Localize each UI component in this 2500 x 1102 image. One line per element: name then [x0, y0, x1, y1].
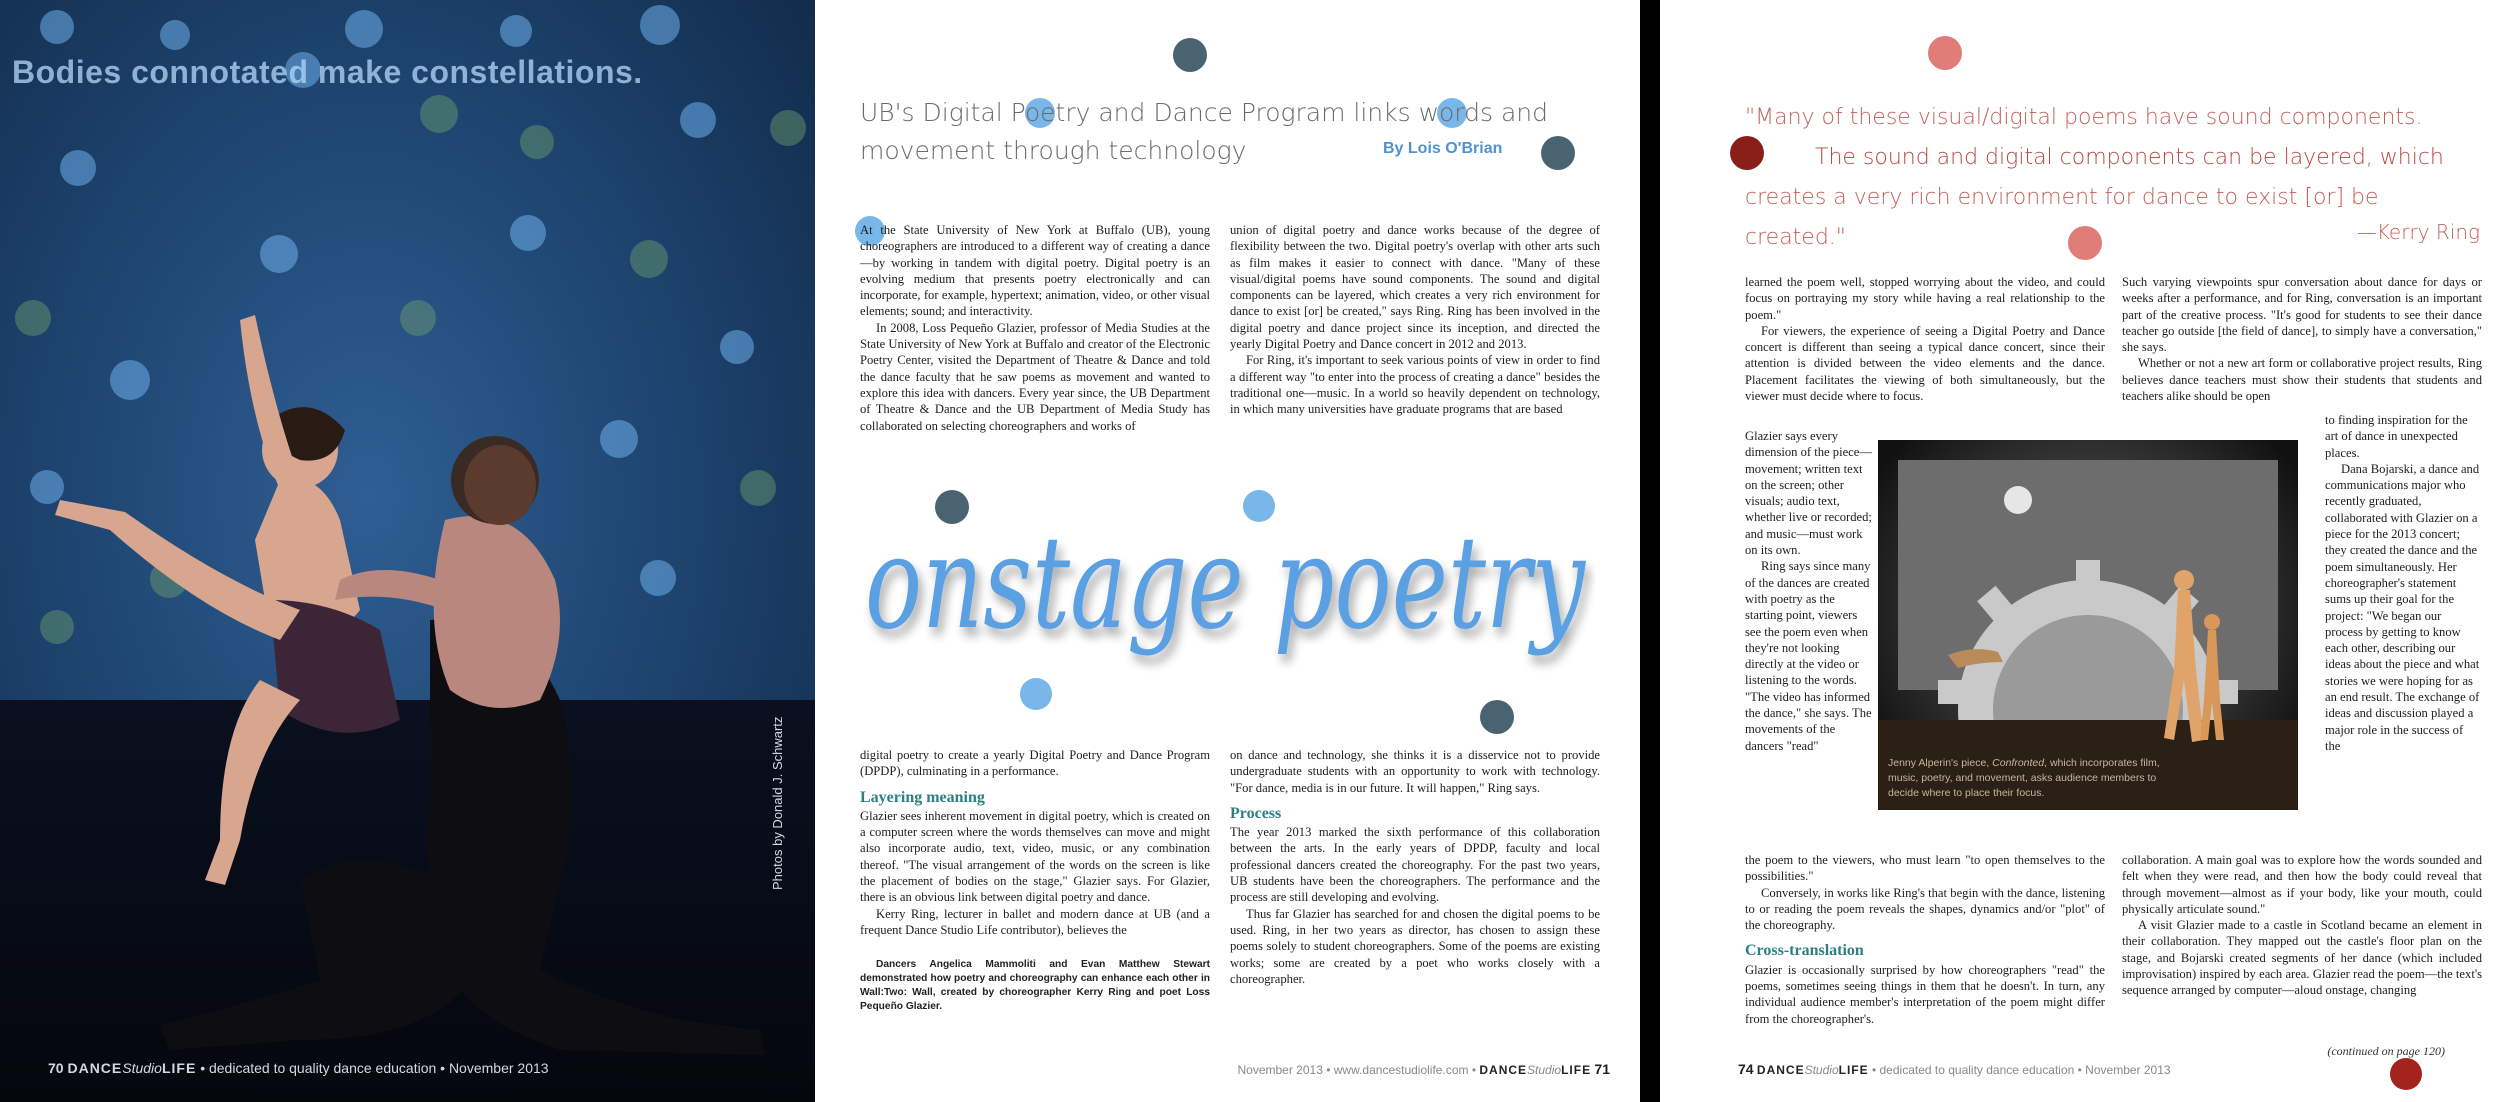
page-number: 70: [48, 1060, 64, 1076]
column-2-top: [2122, 274, 2482, 404]
page-number: 71: [1594, 1061, 1610, 1077]
column-2: [1230, 222, 1600, 418]
article-headline: UB's Digital Poetry and Dance Program links words and movement through technology: [860, 98, 1549, 165]
column-2-narrow: [2325, 412, 2480, 754]
dancers-illustration: [0, 280, 815, 1102]
magazine-name-end: LIFE: [1838, 1063, 1869, 1077]
bokeh-dot: [60, 150, 96, 186]
spread-gutter: [1640, 0, 1660, 1102]
bokeh-dot: [345, 10, 383, 48]
page-folio-74: [1738, 1061, 2171, 1077]
paragraph: Glazier is occasionally surprised by how choreographers "read" the poems, sometimes seeing things in them that he doesn't. In turn, any individual audience member's interpretation of the poem might differ from the choreographer's.: [1745, 962, 2105, 1026]
magazine-name-script: Studio: [1804, 1063, 1839, 1077]
paragraph: digital poetry to create a yearly Digital Poetry and Dance Program (DPDP), culminating in a performance.: [860, 748, 1210, 779]
bokeh-dot: [510, 215, 546, 251]
stage-photo-illustration: [1878, 440, 2298, 810]
paragraph: The year 2013 marked the sixth performance of this collaboration between the arts. In the early years of DPDP, faculty and local professional dancers created the choreography. For the past two years, UB students have been the choreographers. The performance and the process are still developing and evolving.: [1230, 825, 1600, 905]
article-page-74: [1660, 0, 2500, 1102]
magazine-name-end: LIFE: [1561, 1063, 1592, 1077]
column-3: [860, 747, 1210, 1014]
column-2-bottom: [2122, 852, 2482, 999]
pull-quote-line-2: The sound and digital components can be layered, which: [1815, 145, 2444, 170]
column-1-narrow: [1745, 428, 1873, 754]
article-byline: By Lois O'Brian: [1383, 140, 1503, 157]
paragraph: union of digital poetry and dance works because of the degree of flexibility between the two. Digital poetry's overlap with other arts such as film makes it easier to connect with dance. "Many of these visual/digital poems have sound components. The sound and digital components can be layered, which creates a very rich environment for dance to exist [or] be created," says Ring. Ring has been involved in the digital poetry and dance project since its inception, and directed the yearly Digital Poetry and Dance concert in 2012 and 2013.: [1230, 223, 1600, 352]
bokeh-dot: [770, 110, 806, 146]
paragraph: learned the poem well, stopped worrying about the video, and could focus on portraying my story while having a real relationship to the poem.": [1745, 275, 2105, 322]
photo-caption: Dancers Angelica Mammoliti and Evan Matthew Stewart demonstrated how poetry and choreography can enhance each other in Wall:Two: Wall, created by choreographer Kerry Ring and poet Loss Pequeño Glazier.: [860, 959, 1210, 1013]
folio-tagline: • dedicated to quality dance education • November 2013: [200, 1060, 549, 1076]
bokeh-dot: [630, 240, 668, 278]
paragraph: Such varying viewpoints spur conversation about dance for days or weeks after a performance, and for Ring, conversation is an important part of the creative process. "It's good for students to see their dance teacher go outside [the field of dance], to simply have a conversation," she says.: [2122, 275, 2482, 355]
magazine-name: DANCE: [1479, 1063, 1528, 1077]
bokeh-dot: [420, 95, 458, 133]
stage-photo: [1878, 440, 2298, 810]
magazine-name-end: LIFE: [161, 1060, 197, 1076]
paragraph: Glazier sees inherent movement in digital poetry, which is created on a computer screen where the words themselves can move and might also incorporate audio, text, video, music, or any combination thereof. "The visual arrangement of the words on the screen is like the placement of bodies on the stage," Glazier says. For Glazier, there is an obvious link between digital poetry and dance.: [860, 808, 1210, 905]
caption-text-start: Jenny Alperin's piece,: [1888, 757, 1990, 769]
paragraph: on dance and technology, she thinks it is a disservice not to provide undergraduate students with an opportunity to work with technology. "For dance, media is in our future. It will happen," Ring says.: [1230, 748, 1600, 795]
article-page-71: [815, 0, 1640, 1102]
projected-poem-text: Bodies connotated make constellations.: [12, 54, 643, 90]
subhead-cross-translation: Cross-translation: [1745, 942, 1864, 960]
magazine-name-script: Studio: [122, 1060, 162, 1076]
paragraph: In 2008, Loss Pequeño Glazier, professor of Media Studies at the State University of New York at Buffalo and creator of the Electronic Poetry Center, visited the Department of Theatre & Dance and told the dance faculty that he saw poems as movement and wanted to explore this idea with dancers. Every year since, the UB Department of Theatre & Dance and the UB Department of Media Study has collaborated on selecting choreographers and works of: [860, 320, 1210, 433]
folio-date: November 2013: [1237, 1063, 1323, 1077]
stage-photo-caption: [1888, 756, 2168, 801]
paragraph: A visit Glazier made to a castle in Scotland became an element in their collaboration. They mapped out the castle's floor plan on the stage, and Bojarski created segments of her dance (which included improvisation) inspired by each area. Glazier read the poem—the text's sequence arranged by computer—aloud onstage, changing: [2122, 918, 2482, 998]
paragraph: Kerry Ring, lecturer in ballet and modern dance at UB (and a frequent Dance Studio Life contributor), believes the: [860, 906, 1210, 937]
magazine-name: DANCE: [67, 1060, 123, 1076]
paragraph: Conversely, in works like Ring's that begin with the dance, listening to or reading the poem reveals the shapes, dynamics and/or "plot" of the choreography.: [1745, 885, 2105, 933]
magazine-name: DANCE: [1756, 1063, 1805, 1077]
pull-quote-line-1: "Many of these visual/digital poems have sound components.: [1745, 105, 2423, 130]
photo-page-70: [0, 0, 815, 1102]
folio-website: • www.dancestudiolife.com •: [1326, 1063, 1477, 1077]
page-folio-71: [1237, 1061, 1610, 1077]
subhead-layering-meaning: Layering meaning: [860, 788, 985, 806]
paragraph: Thus far Glazier has searched for and chosen the digital poems to be used. Ring, in her two years as director, has chosen to assign these poems solely to student choreographers. Some of the poems are existing works; some are created by a poet who works closely with a choreographer.: [1230, 906, 1600, 986]
paragraph: Ring says since many of the dances are created with poetry as the starting point, viewers see the poem even when they're not looking directly at the video or listening to the words. "The video has informed the dance," she says. The movements of the dancers "read": [1745, 559, 1872, 753]
page-number: 74: [1738, 1061, 1754, 1077]
decorative-dot: [2390, 1058, 2422, 1090]
bokeh-dot: [520, 125, 554, 159]
bokeh-dot: [260, 235, 298, 273]
title-art-text: onstage poetry: [865, 509, 1587, 658]
bokeh-dot: [500, 15, 532, 47]
decorative-dot: [1173, 38, 1207, 72]
pull-quote-attribution: —Kerry Ring: [2356, 220, 2480, 244]
paragraph: Glazier says every dimension of the piece—movement; written text on the screen; other visuals; audio text, whether live or recorded; and music—must work on its own.: [1745, 429, 1872, 558]
bokeh-dot: [160, 20, 190, 50]
paragraph: Whether or not a new art form or collaborative project results, Ring believes dance teachers must show their students that students and teachers alike should be open: [2122, 356, 2482, 404]
magazine-name-script: Studio: [1527, 1063, 1562, 1077]
bokeh-dot: [640, 5, 680, 45]
paragraph: the poem to the viewers, who must learn "to open themselves to the possibilities.": [1745, 853, 2105, 884]
column-1-bottom: [1745, 852, 2105, 1027]
caption-piece-title: Confronted: [1992, 757, 2045, 769]
folio-tagline: • dedicated to quality dance education • November 2013: [1871, 1063, 2171, 1077]
bokeh-dot: [40, 10, 74, 44]
paragraph: collaboration. A main goal was to explore how the words sounded and felt when they were read, and then how the body could reveal that through movement—almost as if your body, like your mouth, could physically articulate sound.": [2122, 853, 2482, 916]
column-1: [860, 222, 1210, 434]
page-folio-70: [48, 1060, 549, 1076]
paragraph: At the State University of New York at Buffalo (UB), young choreographers are introduced to a different way of creating a dance—by working in tandem with digital poetry. Digital poetry is an evolving medium that presents poetry electronically and can incorporate, for example, hypertext; animation, video, or other visual elements; sound; and interactivity.: [860, 223, 1210, 319]
onstage-poetry-title-art: [855, 505, 1595, 690]
caption-text-end: , which incorporates film, music, poetry, and movement, asks audience members to decide where to place their focus.: [1888, 757, 2160, 799]
decorative-dot: [1928, 36, 1962, 70]
photo-credit: Photos by Donald J. Schwartz: [770, 716, 785, 890]
column-4: [1230, 747, 1600, 987]
column-1-top: [1745, 274, 2105, 404]
paragraph: For Ring, it's important to seek various points of view in order to find a different way "to enter into the process of creating a dance" besides the traditional one—music. In a world so heavily dependent on technology, in which many universities have graduate programs that are based: [1230, 353, 1600, 417]
decorative-dot: [1480, 700, 1514, 734]
bokeh-dot: [680, 102, 716, 138]
paragraph: Dana Bojarski, a dance and communications major who recently graduated, collaborated with Glazier on a piece for the 2013 concert; they created the dance and the poem simultaneously. Her choreographer's statement sums up their goal for the project: "We began our process by getting to know each other, describing our ideas about the piece and what stories we were hoping for as an end result. The exchange of ideas and discussion played a major role in the success of the: [2325, 461, 2480, 753]
paragraph: to finding inspiration for the art of dance in unexpected places.: [2325, 413, 2468, 460]
pull-quote-line-3: creates a very rich environment for dance to exist [or] be created.": [1745, 185, 2379, 250]
paragraph: For viewers, the experience of seeing a Digital Poetry and Dance concert is different than seeing a typical dance concert, since their attention is divided between the video elements and the dance. Placement facilitates the viewing of both simultaneously, but the viewer must decide where to focus.: [1745, 323, 2105, 404]
continued-note: (continued on page 120): [2327, 1044, 2445, 1058]
subhead-process: Process: [1230, 804, 1282, 822]
